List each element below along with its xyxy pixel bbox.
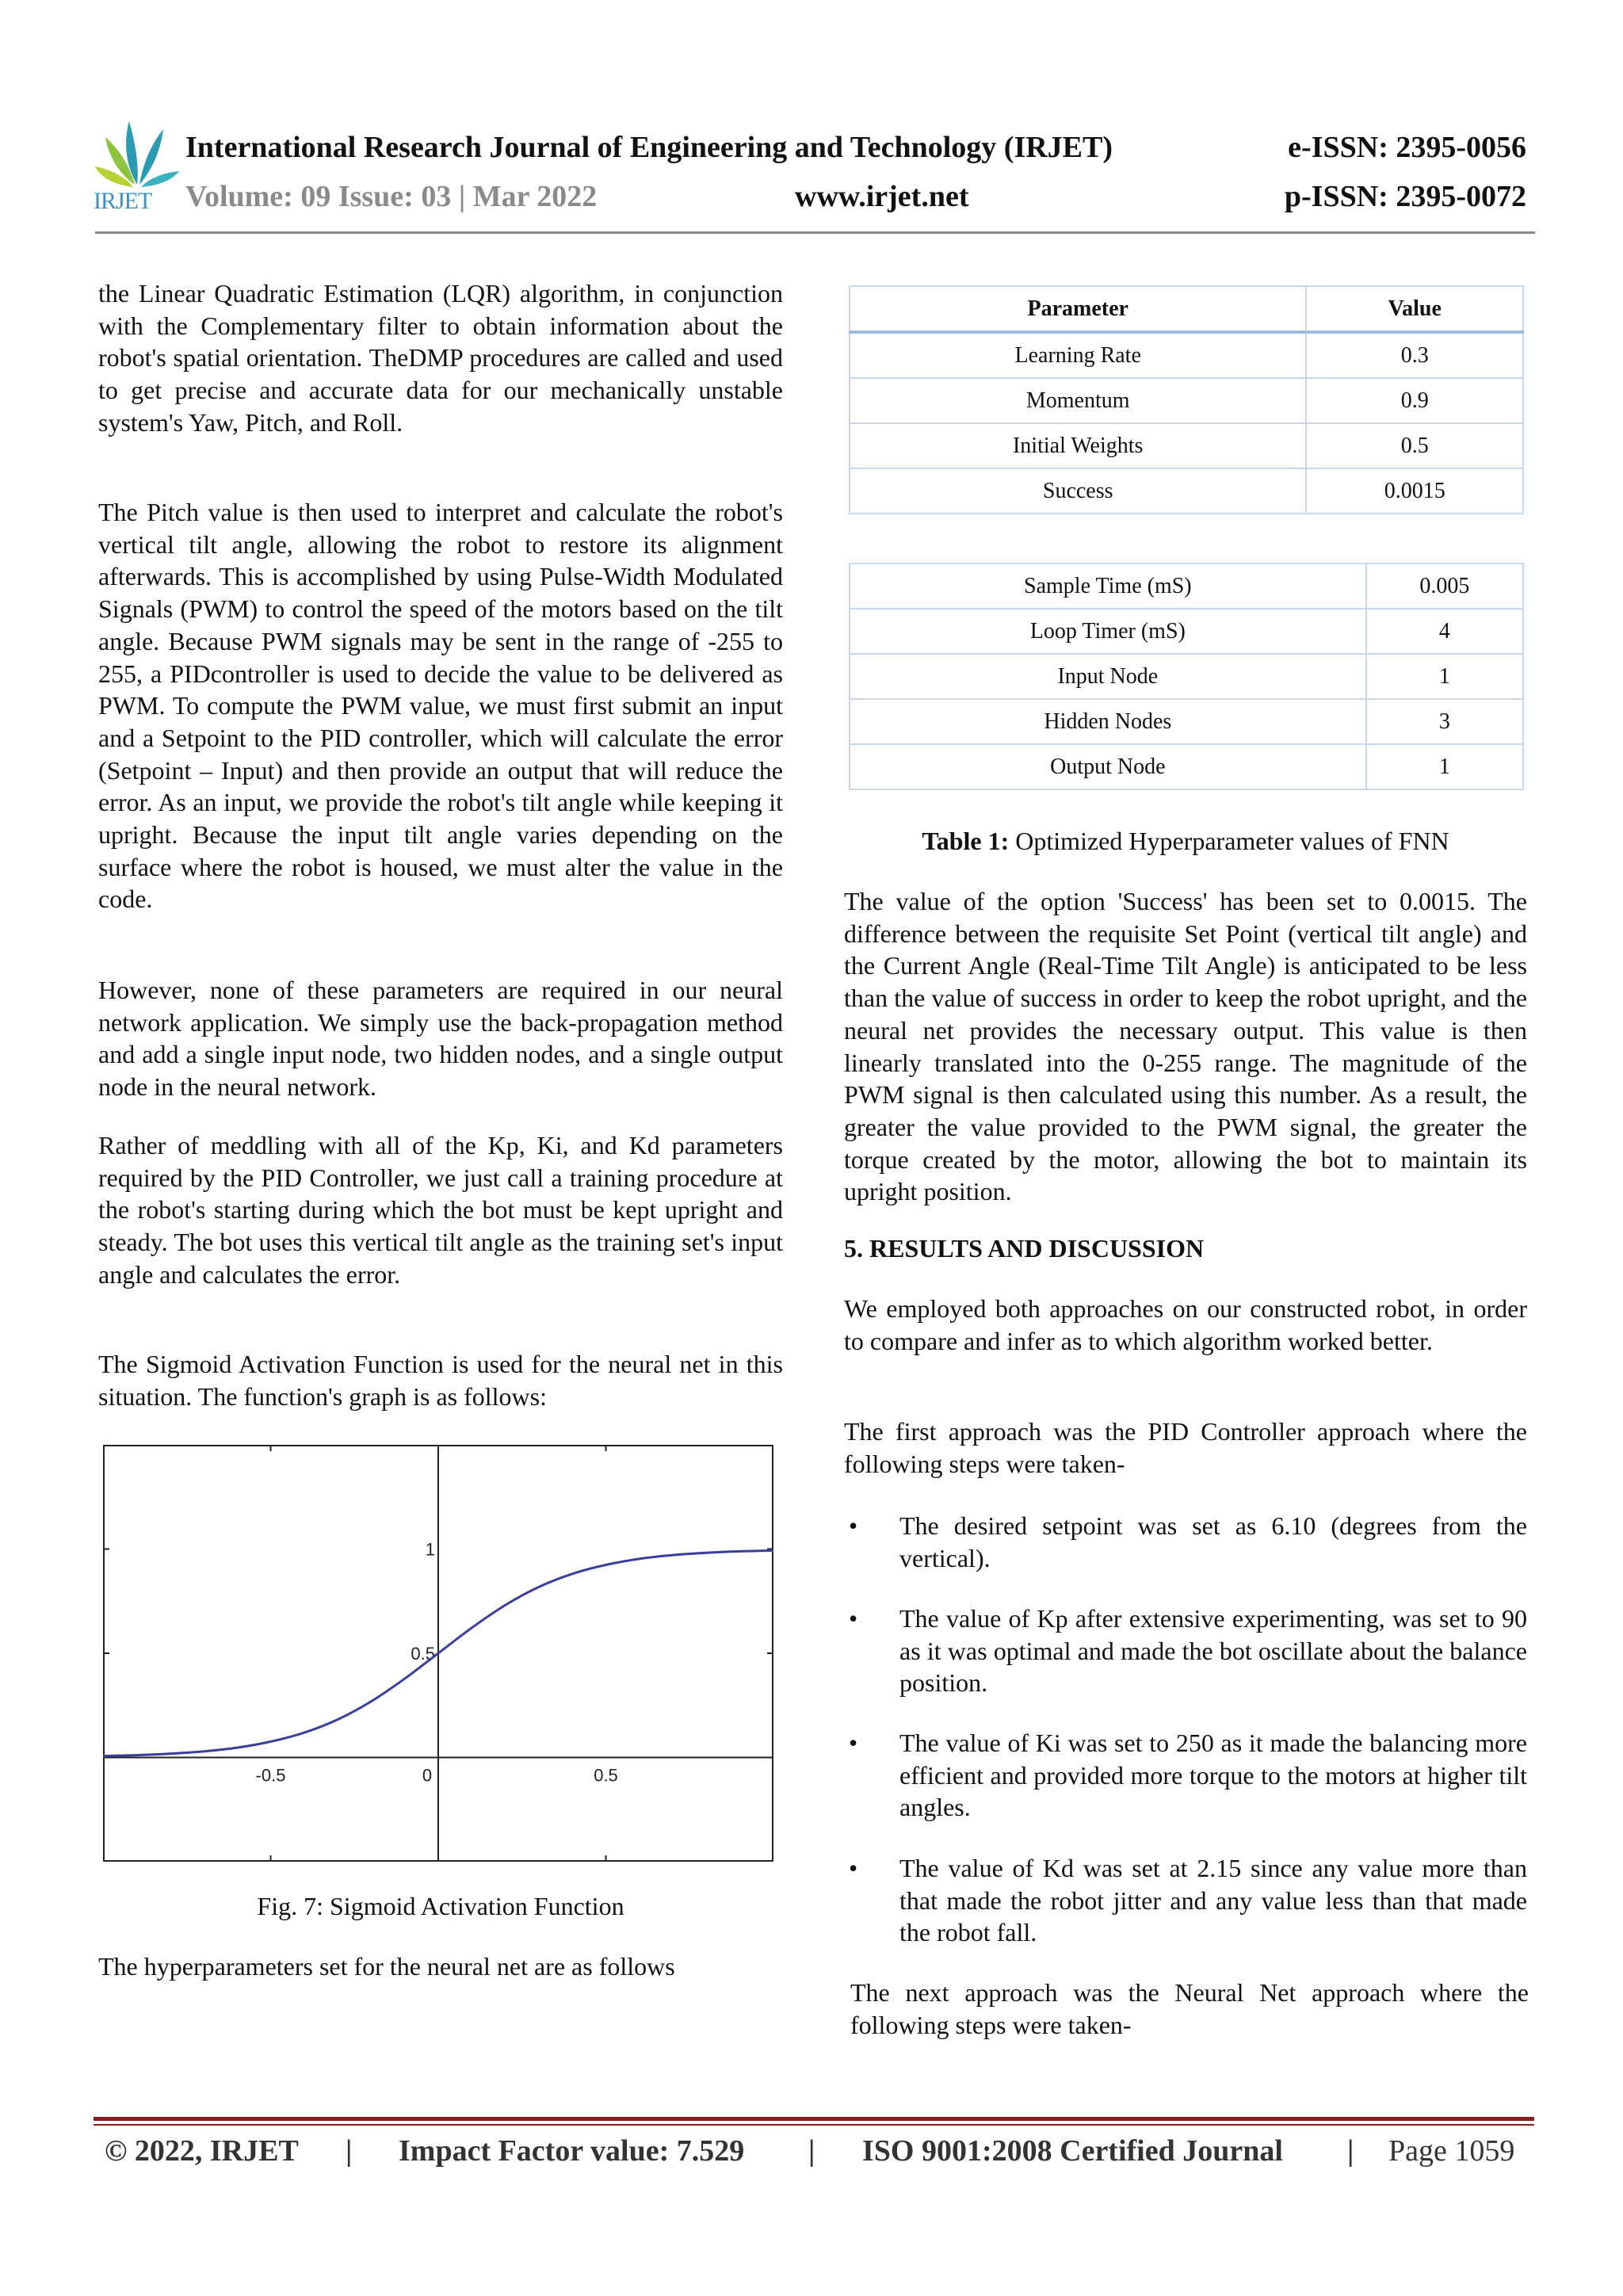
- table-cell: 0.3: [1306, 332, 1523, 378]
- e-issn: e-ISSN: 2395-0056: [1288, 131, 1526, 164]
- paragraph: the Linear Quadratic Estimation (LQR) algorithm, in conjunction with the Complementary filter to obtain information about the robot's spatial orientation. TheDMP procedures are called and used to get precise and accurate data for our mechanically unstable system's Yaw, Pitch, and Roll.: [98, 279, 783, 437]
- footer-separator: |: [1347, 2134, 1354, 2168]
- list-item: [844, 1510, 1527, 1574]
- sigmoid-chart: [103, 1445, 773, 1866]
- table-cell: Input Node: [850, 654, 1366, 699]
- footer-separator: |: [346, 2134, 353, 2168]
- paragraph: Rather of meddling with all of the Kp, Ki, and Kd parameters required by the PID Controller, we just call a training procedure at the robot's starting during which the bot must be kept upright and steady. The bot uses this vertical tilt angle as the training set's input angle and calculates the error.: [98, 1131, 783, 1289]
- table-cell: 1: [1366, 744, 1523, 789]
- chart-svg: [103, 1445, 773, 1862]
- volume-issue: Volume: 09 Issue: 03 | Mar 2022: [185, 180, 598, 213]
- paragraph: The first approach was the PID Controller approach where the following steps were taken-: [844, 1417, 1527, 1478]
- network-settings-table: [849, 563, 1524, 790]
- header-divider: [95, 231, 1535, 234]
- table-row: [850, 332, 1523, 378]
- paragraph: However, none of these parameters are required in our neural network application. We simply use the back-propagation method and add a single input node, two hidden nodes, and a single output node in the neural network.: [98, 976, 783, 1102]
- table-cell: Learning Rate: [850, 332, 1306, 378]
- table-row: [850, 378, 1523, 423]
- paragraph: The next approach was the Neural Net approach where the following steps were taken-: [850, 1978, 1529, 2039]
- table-cell: Output Node: [850, 744, 1366, 789]
- footer-separator: |: [808, 2134, 815, 2168]
- table-cell: 1: [1366, 654, 1523, 699]
- table-row: [850, 654, 1523, 699]
- table-cell: Momentum: [850, 378, 1306, 423]
- table-caption-label: Table 1:: [922, 827, 1010, 855]
- x-tick-label: 0: [422, 1765, 433, 1786]
- table-cell: Loop Timer (mS): [850, 609, 1366, 654]
- table-row: [850, 468, 1523, 514]
- journal-logo: [94, 117, 181, 216]
- bullet-icon: •: [849, 1729, 858, 1757]
- y-tick-label: 1: [425, 1539, 435, 1560]
- table-cell: 0.0015: [1306, 468, 1523, 514]
- table-cell: 3: [1366, 699, 1523, 744]
- table-row: [850, 609, 1523, 654]
- table-cell: 4: [1366, 609, 1523, 654]
- paragraph: The value of the option 'Success' has been set to 0.0015. The difference between the requisite Set Point (vertical tilt angle) and the Current Angle (Real-Time Tilt Angle) is anticipated to be less than the value of success in order to keep the robot upright, and the neural net provides the necessary output. This value is then linearly translated into the 0-255 range. The magnitude of the PWM signal is then calculated using this number. As a result, the greater the value provided to the PWM signal, the greater the torque created by the motor, allowing the bot to maintain its upright position.: [844, 887, 1527, 1206]
- footer-iso: ISO 9001:2008 Certified Journal: [862, 2134, 1283, 2168]
- x-tick-label: -0.5: [255, 1765, 286, 1786]
- table-cell: 0.9: [1306, 378, 1523, 423]
- journal-title: International Research Journal of Engineering and Technology (IRJET): [185, 131, 1113, 164]
- y-tick-label: 0.5: [411, 1644, 435, 1664]
- table-caption: [844, 827, 1527, 856]
- figure-caption: Fig. 7: Sigmoid Activation Function: [257, 1892, 624, 1920]
- table-caption-text: Optimized Hyperparameter values of FNN: [1009, 827, 1449, 855]
- list-item-text: The value of Kd was set at 2.15 since any value more than that made the robot jitter and any value less than that made the robot fall.: [899, 1854, 1527, 1947]
- paragraph: We employed both approaches on our constructed robot, in order to compare and infer as to which algorithm worked better.: [844, 1294, 1527, 1355]
- list-item-text: The value of Kp after extensive experimenting, was set to 90 as it was optimal and made the bot oscillate about the balance position.: [899, 1604, 1527, 1698]
- table-row: [850, 699, 1523, 744]
- x-tick-label: 0.5: [594, 1765, 618, 1786]
- list-item-text: The value of Ki was set to 250 as it made the balancing more efficient and provided more torque to the motors at higher tilt angles.: [899, 1729, 1527, 1822]
- p-issn: p-ISSN: 2395-0072: [1284, 180, 1526, 213]
- table-cell: 0.005: [1366, 563, 1523, 609]
- paragraph: The Pitch value is then used to interpret and calculate the robot's vertical tilt angle, allowing the robot to restore its alignment afterwards. This is accomplished by using Pulse-Width Modulated Signals (PWM) to control the speed of the motors based on the tilt angle. Because PWM signals may be sent in the range of -255 to 255, a PIDcontroller is used to decide the value to be delivered as PWM. To compute the PWM value, we must first submit an input and a Setpoint to the PID controller, which will calculate the error (Setpoint – Input) and then provide an output that will reduce the error. As an input, we provide the robot's tilt angle while keeping it upright. Because the input tilt angle varies depending on the surface where the robot is housed, we must alter the value in the code.: [98, 498, 783, 914]
- list-item-text: The desired setpoint was set as 6.10 (degrees from the vertical).: [899, 1511, 1527, 1572]
- logo-text: IRJET: [94, 188, 152, 214]
- footer-copyright: © 2022, IRJET: [105, 2134, 299, 2168]
- table-row: [850, 563, 1523, 609]
- table-header-row: [850, 286, 1523, 332]
- table-cell: Initial Weights: [850, 423, 1306, 468]
- table-row: [850, 423, 1523, 468]
- list-item: [844, 1603, 1527, 1699]
- section-heading: 5. RESULTS AND DISCUSSION: [844, 1234, 1205, 1263]
- footer-impact-factor: Impact Factor value: 7.529: [399, 2134, 745, 2168]
- journal-website-link[interactable]: www.irjet.net: [795, 180, 969, 213]
- footer-page-number: Page 1059: [1388, 2134, 1515, 2168]
- bullet-icon: •: [849, 1604, 858, 1633]
- table-cell: Success: [850, 468, 1306, 514]
- bullet-icon: •: [849, 1854, 858, 1882]
- column-header: Value: [1306, 286, 1523, 332]
- table-row: [850, 744, 1523, 789]
- leaf-logo-icon: [94, 117, 181, 189]
- paragraph: The hyperparameters set for the neural net are as follows: [98, 1952, 675, 1981]
- table-cell: Sample Time (mS): [850, 563, 1366, 609]
- hyperparameter-table: [849, 285, 1524, 514]
- table-cell: Hidden Nodes: [850, 699, 1366, 744]
- paragraph: The Sigmoid Activation Function is used for the neural net in this situation. The function's graph is as follows:: [98, 1350, 783, 1411]
- table-cell: 0.5: [1306, 423, 1523, 468]
- list-item: [844, 1727, 1527, 1824]
- bullet-icon: •: [849, 1511, 858, 1540]
- list-item: [844, 1852, 1527, 1949]
- column-header: Parameter: [850, 286, 1306, 332]
- footer-divider-thin: [94, 2124, 1534, 2126]
- footer-divider: [94, 2117, 1534, 2121]
